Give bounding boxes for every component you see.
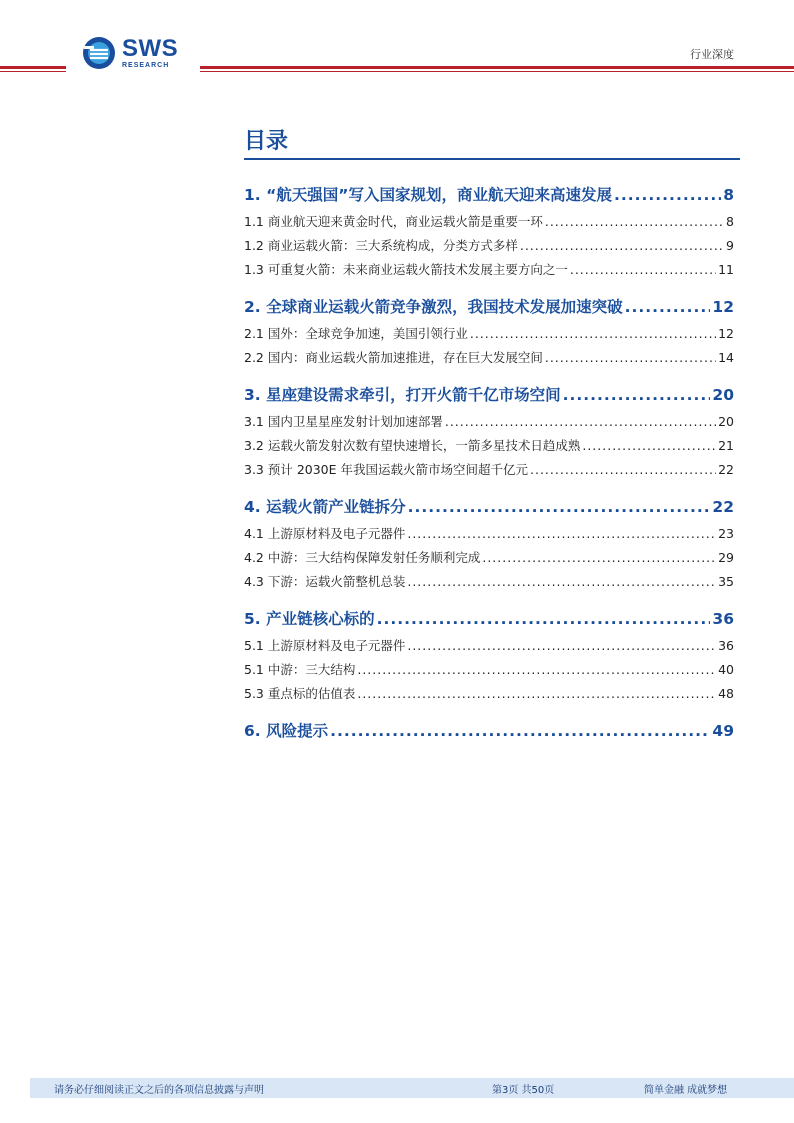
toc-page-number: 21	[718, 438, 734, 453]
toc-item-title: 5.1 中游：三大结构	[244, 662, 356, 677]
toc-leader	[407, 522, 716, 546]
toc-page-number: 23	[718, 526, 734, 541]
page-footer	[30, 1078, 794, 1098]
toc-heading-title: 6. 风险提示	[244, 722, 329, 740]
toc-leader	[407, 570, 716, 594]
toc-page-number: 11	[718, 262, 734, 277]
toc-item-link[interactable]	[244, 522, 734, 546]
toc-item-link[interactable]	[244, 634, 734, 658]
toc-leader	[614, 180, 721, 210]
toc-item-title: 4.2 中游：三大结构保障发射任务顺利完成	[244, 550, 481, 565]
toc-item-link[interactable]	[244, 322, 734, 346]
toc-item-link[interactable]	[244, 434, 734, 458]
toc-leader	[563, 380, 711, 410]
toc-item-link[interactable]	[244, 570, 734, 594]
toc-item-link[interactable]	[244, 458, 734, 482]
toc-page-number: 36	[712, 610, 734, 628]
toc-title-rule	[244, 158, 740, 160]
toc-item-link[interactable]	[244, 346, 734, 370]
toc-section	[244, 604, 734, 706]
toc-leader	[482, 546, 716, 570]
toc-item-title: 4.3 下游：运载火箭整机总装	[244, 574, 406, 589]
toc-item-title: 3.3 预计 2030E 年我国运载火箭市场空间超千亿元	[244, 462, 529, 477]
toc-item-title: 1.2 商业运载火箭：三大系统构成，分类方式多样	[244, 238, 518, 253]
toc-leader	[408, 492, 711, 522]
toc-heading-link[interactable]	[244, 492, 734, 522]
toc-page-number: 20	[718, 414, 734, 429]
header-rule-thin	[200, 71, 794, 72]
toc-leader	[357, 658, 716, 682]
toc-item-title: 2.2 国内：商业运载火箭加速推进，存在巨大发展空间	[244, 350, 543, 365]
footer-page-info: 第3页 共50页	[492, 1085, 555, 1096]
toc-leader	[407, 634, 716, 658]
report-type-tag: 行业深度	[690, 48, 734, 61]
toc-leader	[545, 346, 716, 370]
toc-page-number: 35	[718, 574, 734, 589]
toc-page-number: 20	[712, 386, 734, 404]
toc-item-link[interactable]	[244, 410, 734, 434]
toc-item-title: 3.2 运载火箭发射次数有望快速增长，一箭多星技术日趋成熟	[244, 438, 581, 453]
toc-item-title: 2.1 国外：全球竞争加速，美国引领行业	[244, 326, 468, 341]
toc-leader	[520, 234, 724, 258]
toc-item-title: 5.1 上游原材料及电子元器件	[244, 638, 406, 653]
toc-page-number: 40	[718, 662, 734, 677]
toc-heading-title: 3. 星座建设需求牵引，打开火箭千亿市场空间	[244, 386, 561, 404]
toc-leader	[445, 410, 716, 434]
logo-name: SWS	[122, 35, 179, 62]
toc-page-number: 48	[718, 686, 734, 701]
toc-section	[244, 292, 734, 370]
header-rule	[200, 66, 794, 69]
footer-slogan: 简单金融 成就梦想	[644, 1085, 728, 1096]
toc-heading-link[interactable]	[244, 180, 734, 210]
toc-section	[244, 180, 734, 282]
toc-section	[244, 492, 734, 594]
toc-heading-link[interactable]	[244, 604, 734, 634]
toc-item-title: 4.1 上游原材料及电子元器件	[244, 526, 406, 541]
toc-leader	[470, 322, 716, 346]
toc-item-link[interactable]	[244, 546, 734, 570]
toc-item-title: 1.1 商业航天迎来黄金时代，商业运载火箭是重要一环	[244, 214, 543, 229]
sws-logo-icon	[82, 36, 116, 70]
toc-section	[244, 380, 734, 482]
toc-leader	[357, 682, 716, 706]
toc-page-number: 14	[718, 350, 734, 365]
header-rule	[0, 66, 66, 69]
toc-item-title: 5.3 重点标的估值表	[244, 686, 356, 701]
toc-item-link[interactable]	[244, 658, 734, 682]
toc-page-number: 8	[723, 186, 734, 204]
toc-page-number: 49	[712, 722, 734, 740]
toc-page-number: 12	[718, 326, 734, 341]
toc-heading-title: 2. 全球商业运载火箭竞争激烈，我国技术发展加速突破	[244, 298, 623, 316]
table-of-contents	[244, 180, 734, 756]
toc-leader	[625, 292, 711, 322]
toc-item-link[interactable]	[244, 682, 734, 706]
toc-heading-link[interactable]	[244, 292, 734, 322]
toc-leader	[377, 604, 711, 634]
toc-leader	[570, 258, 716, 282]
footer-disclaimer: 请务必仔细阅读正文之后的各项信息披露与声明	[54, 1085, 264, 1096]
toc-item-title: 3.1 国内卫星星座发射计划加速部署	[244, 414, 443, 429]
toc-heading-link[interactable]	[244, 716, 734, 746]
toc-page-number: 12	[712, 298, 734, 316]
toc-page-number: 29	[718, 550, 734, 565]
toc-heading-link[interactable]	[244, 380, 734, 410]
header-rule-thin	[0, 71, 66, 72]
toc-item-title: 1.3 可重复火箭：未来商业运载火箭技术发展主要方向之一	[244, 262, 568, 277]
toc-item-link[interactable]	[244, 210, 734, 234]
toc-heading-title: 1. “航天强国”写入国家规划，商业航天迎来高速发展	[244, 186, 612, 204]
toc-heading-title: 5. 产业链核心标的	[244, 610, 375, 628]
toc-leader	[545, 210, 724, 234]
toc-page-number: 22	[718, 462, 734, 477]
toc-leader	[582, 434, 716, 458]
toc-heading-title: 4. 运载火箭产业链拆分	[244, 498, 406, 516]
toc-page-number: 9	[726, 238, 734, 253]
company-logo	[82, 36, 178, 70]
toc-leader	[330, 716, 710, 746]
toc-page-number: 22	[712, 498, 734, 516]
toc-page-number: 8	[726, 214, 734, 229]
toc-section	[244, 716, 734, 746]
toc-item-link[interactable]	[244, 258, 734, 282]
logo-subtitle: RESEARCH	[122, 62, 170, 69]
toc-page-number: 36	[718, 638, 734, 653]
toc-title: 目录	[244, 129, 289, 154]
toc-leader	[530, 458, 716, 482]
toc-item-link[interactable]	[244, 234, 734, 258]
